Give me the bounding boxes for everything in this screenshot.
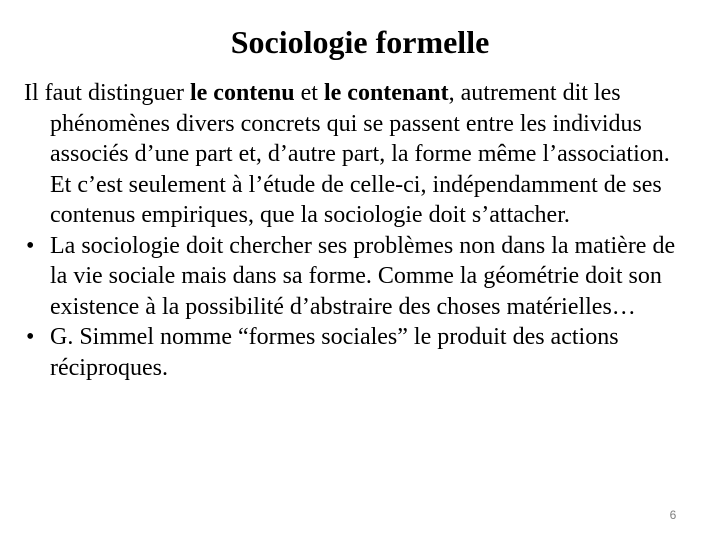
page-number: 6: [669, 508, 677, 522]
intro-text-part-1: Il faut distinguer: [24, 80, 190, 106]
bullet-text: La sociologie doit chercher ses problèmes non dans la matière de la vie sociale mais dans sa forme. Comme la géométrie doit son existence à la possibilité d’abstraire des choses matérielles…: [50, 232, 676, 320]
slide-title: Sociologie formelle: [230, 24, 490, 60]
bullet-text: G. Simmel nomme “formes sociales” le produit des actions réciproques.: [50, 324, 619, 381]
intro-bold-contenu: le contenu: [189, 80, 295, 106]
intro-bold-contenant: le contenant: [323, 80, 449, 106]
bullet-item: [24, 322, 694, 383]
intro-text-part-2: et: [294, 80, 324, 106]
bullet-marker: •: [26, 232, 35, 259]
bullet-item: [24, 231, 694, 323]
slide-body: [24, 78, 694, 383]
intro-text-part-3: , autrement dit les phénomènes divers concrets qui se passent entre les individus associés d’une part et, d’autre part, la forme même l’association. Et c’est seulement à l’étude de celle-ci, indépendamment de ses contenus empiriques, que la sociologie doit s’attacher.: [50, 80, 670, 228]
intro-paragraph: [24, 78, 694, 231]
bullet-marker: •: [26, 324, 35, 350]
